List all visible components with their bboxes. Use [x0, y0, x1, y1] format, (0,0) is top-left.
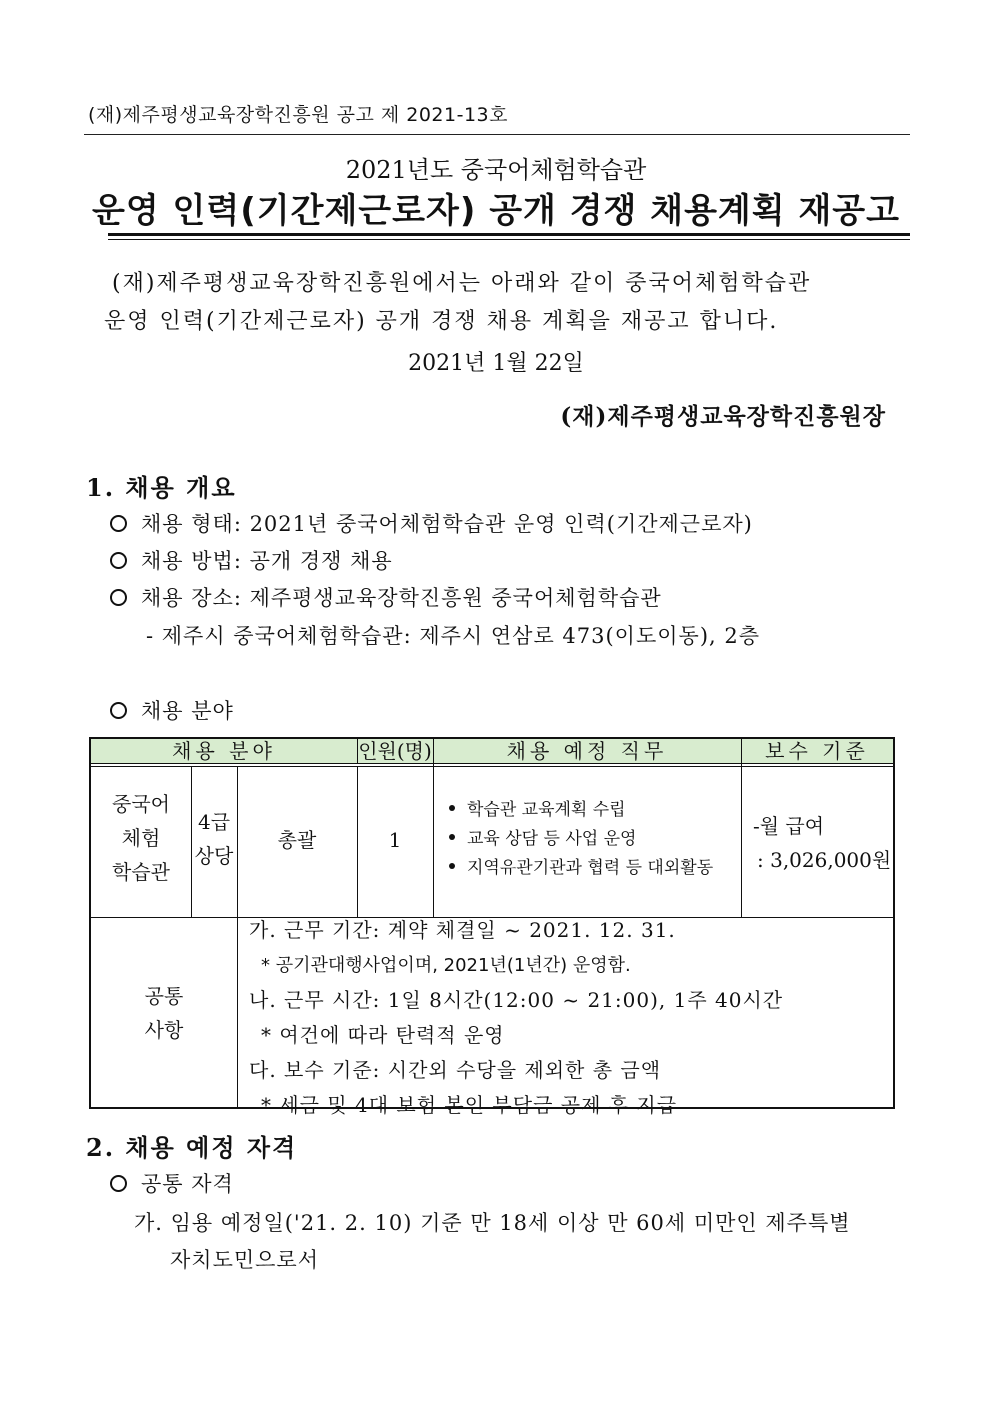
table-rule — [433, 739, 434, 917]
pay-amount: : 3,026,000원 — [757, 848, 892, 872]
overview-item-method — [110, 545, 393, 575]
duty-item — [449, 854, 713, 883]
overview-sub-item-address: - 제주시 중국어체험학습관: 제주시 연삼로 473(이도이동), 2층 — [146, 624, 761, 648]
overview-item-text: 채용 형태: 2021년 중국어체험학습관 운영 인력(기간제근로자) — [141, 512, 753, 536]
common-qualification-text: 공통 자격 — [141, 1172, 234, 1196]
bullet-dot-icon — [449, 863, 455, 869]
cell-duties — [449, 796, 713, 883]
section-2-heading: 2. 채용 예정 자격 — [86, 1133, 298, 1162]
header-divider — [84, 134, 910, 135]
cell-count: 1 — [388, 828, 402, 852]
pay-label: -월 급여 — [753, 814, 825, 838]
bullet-dot-icon — [449, 805, 455, 811]
grade-line: 상당 — [194, 844, 234, 868]
overview-item-text: 채용 방법: 공개 경쟁 채용 — [141, 549, 393, 573]
section-1-heading: 1. 채용 개요 — [86, 473, 237, 502]
qualification-line-2: 자치도민으로서 — [170, 1248, 320, 1272]
title-underline — [108, 233, 910, 236]
common-note: * 세금 및 4대 보험 본인 부담금 공제 후 지급 — [261, 1093, 678, 1117]
issuer-name: (재)제주평생교육장학진흥원장 — [560, 403, 886, 430]
circle-bullet-icon — [110, 1175, 127, 1192]
cell-division — [91, 787, 191, 889]
common-note: * 공기관대행사업이며, 2021년(1년간) 운영함. — [261, 955, 631, 976]
overview-item-place — [110, 582, 662, 612]
division-line: 체험 — [121, 826, 161, 850]
common-qualification-heading — [110, 1168, 234, 1198]
duty-text: 지역유관기관과 협력 등 대외활동 — [467, 858, 714, 878]
cell-pay — [753, 809, 891, 877]
cell-common-label — [91, 979, 237, 1047]
circle-bullet-icon — [110, 552, 127, 569]
intro-line-2: 운영 인력(기간제근로자) 공개 경쟁 채용 계획을 재공고 합니다. — [104, 309, 779, 334]
overview-item-text: 채용 장소: 제주평생교육장학진흥원 중국어체험학습관 — [141, 586, 662, 610]
duty-item — [449, 825, 713, 854]
duty-text: 학습관 교육계획 수립 — [467, 800, 626, 820]
field-heading-text: 채용 분야 — [141, 699, 234, 723]
header-field: 채용 분야 — [172, 739, 276, 763]
table-rule — [741, 739, 742, 917]
common-label-line: 공통 — [144, 984, 184, 1008]
document-subtitle: 2021년도 중국어체험학습관 — [345, 156, 647, 184]
cell-role: 총괄 — [277, 828, 317, 852]
duty-text: 교육 상담 등 사업 운영 — [467, 829, 637, 849]
common-label-line: 사항 — [144, 1018, 184, 1042]
notice-number: (재)제주평생교육장학진흥원 공고 제 2021-13호 — [88, 104, 508, 126]
notice-date: 2021년 1월 22일 — [408, 351, 584, 376]
circle-bullet-icon — [110, 589, 127, 606]
common-line: 다. 보수 기준: 시간외 수당을 제외한 총 금액 — [249, 1058, 662, 1082]
common-line: 나. 근무 시간: 1일 8시간(12:00 ~ 21:00), 1주 40시간 — [249, 988, 784, 1012]
bullet-dot-icon — [449, 834, 455, 840]
table-rule — [237, 917, 238, 1107]
circle-bullet-icon — [110, 515, 127, 532]
cell-common-details — [249, 913, 783, 1123]
table-rule — [91, 763, 893, 764]
header-pay: 보수 기준 — [765, 739, 869, 763]
table-rule — [91, 766, 893, 767]
division-line: 학습관 — [112, 860, 170, 884]
table-rule — [357, 739, 358, 763]
cell-grade — [191, 805, 237, 873]
duty-item — [449, 796, 713, 825]
header-count: 인원(명) — [358, 739, 432, 763]
intro-line-1: (재)제주평생교육장학진흥원에서는 아래와 같이 중국어체험학습관 — [112, 271, 812, 296]
common-note: * 여건에 따라 탄력적 운영 — [261, 1023, 505, 1047]
common-line: 가. 근무 기간: 계약 체결일 ~ 2021. 12. 31. — [249, 918, 676, 942]
recruitment-table — [89, 737, 895, 1117]
header-duties: 채용 예정 직무 — [506, 739, 668, 763]
qualification-line-1: 가. 임용 예정일('21. 2. 10) 기준 만 18세 이상 만 60세 미만인 제주특별 — [134, 1211, 851, 1235]
grade-line: 4급 — [197, 810, 231, 834]
field-heading — [110, 695, 234, 725]
circle-bullet-icon — [110, 702, 127, 719]
division-line: 중국어 — [112, 792, 170, 816]
overview-item-type — [110, 508, 753, 538]
title-underline-thin — [108, 239, 910, 240]
document-title: 운영 인력(기간제근로자) 공개 경쟁 채용계획 재공고 — [92, 191, 900, 231]
